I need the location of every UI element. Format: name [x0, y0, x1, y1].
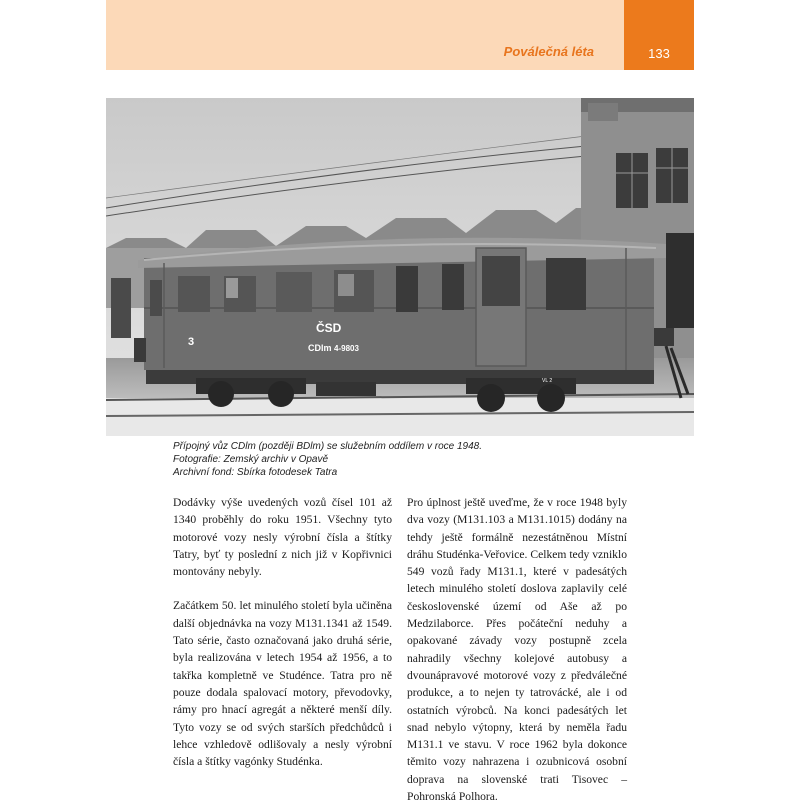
railcar-photo: [106, 98, 694, 436]
car-number-marking: 4-9803: [334, 344, 359, 353]
paragraph: Dodávky výše uvedených vozů čísel 101 až 1340 proběhly do roku 1951. Všechny tyto motorové vozy nesly výrobní čísla a štítky Tatry, byť ty poslední z nich již v Kopřivnici montovány nebyly.: [173, 496, 392, 579]
photo-caption: [173, 440, 673, 479]
car-operator-marking: ČSD: [316, 321, 342, 335]
caption-line: Přípojný vůz CDlm (později BDlm) se služebním oddílem v roce 1948.: [173, 441, 483, 452]
caption-line: Archivní fond: Sbírka fotodesek Tatra: [173, 467, 338, 478]
header-band: [106, 0, 624, 70]
paragraph: Začátkem 50. let minulého století byla učiněna další objednávka na vozy M131.1341 až 1549. Tato série, často označovaná jako druhá série, byla realizována v letech 1954 až 1956, a to takřka kompletně ve Studénce. Tatra pro ně pouze dodala spalovací motory, převodovky, rámy pro hnací agregát a některé menší díly. Tyto vozy se od svých starších předchůdců i lehce vzhledově odlišovaly a nesly výrobní čísla a štítky vagónky Studénka.: [173, 599, 392, 769]
page-number-tab: [624, 0, 694, 70]
compartment-number-marking: 3: [188, 336, 195, 348]
body-column-right: [407, 494, 627, 805]
section-title: Poválečná léta: [503, 44, 594, 59]
caption-line: Fotografie: Zemský archiv v Opavě: [173, 454, 329, 465]
small-car-marking: VL 2: [542, 378, 553, 384]
page-number: 133: [648, 46, 670, 61]
body-column-left: [173, 494, 392, 770]
car-class-marking: CDlm: [308, 343, 332, 353]
paragraph: Pro úplnost ještě uveďme, že v roce 1948 byly dva vozy (M131.103 a M131.1015) dodány na tehdy ještě formálně nezestátněnou Místní dráhu Studénka-Veřovice. Celkem tedy vzniklo 549 vozů řady M131.1, které v padesátých letech minulého století doslova zaplavily celé československé území od Aše až po Medzilaborce. Přes počáteční neduhy a opakované závady vozy postupně zcela nahradily všechny kolejové autobusy a dvounápravové motorové vozy z předválečné produkce, a to nejen ty tatrovácké, ale i od ostatních výrobců. Na konci padesátých let snad nebylo výtopny, která by neměla řadu M131.1 ve stavu. V roce 1962 byla dokonce těmito vozy nahrazena i ozubnicová osobní doprava na slovenské trati Tisovec – Pohronská Polhora.: [407, 496, 627, 804]
